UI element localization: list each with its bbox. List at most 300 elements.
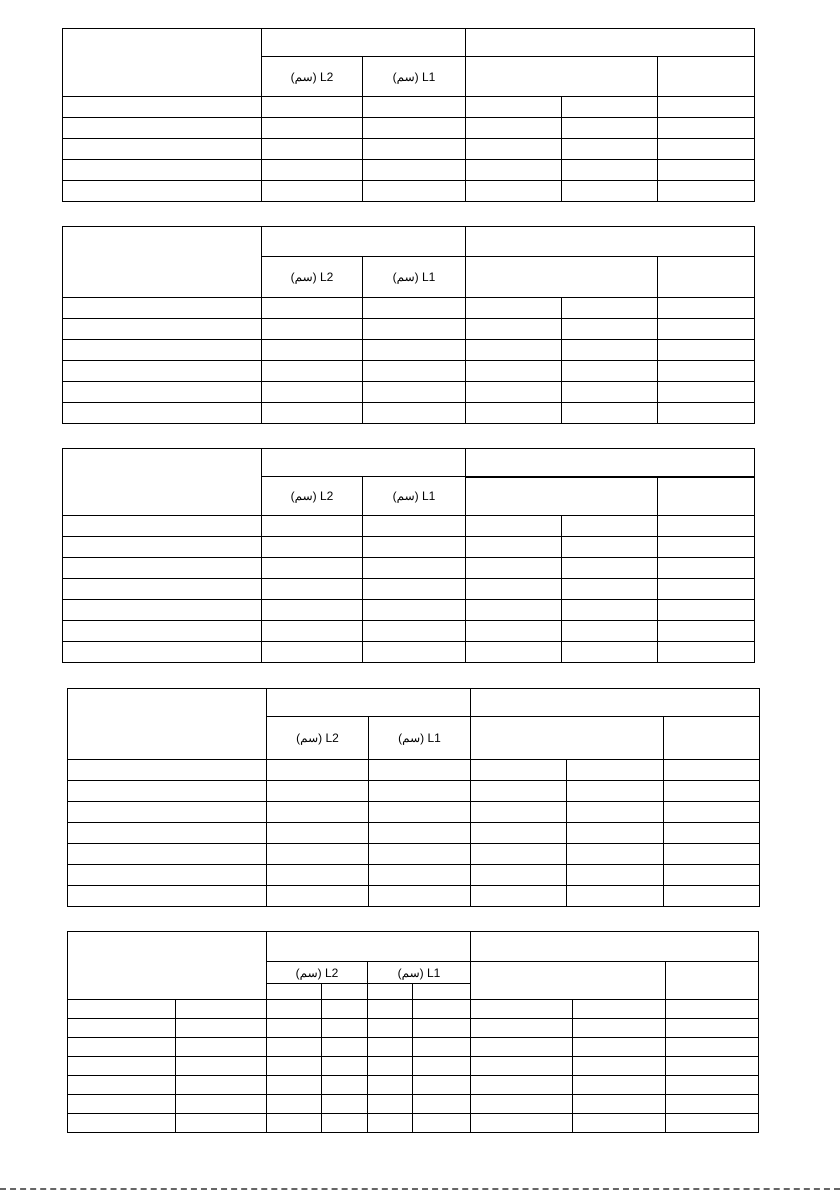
table-2 xyxy=(62,226,755,424)
table-3 xyxy=(62,448,755,663)
table-cell xyxy=(573,1057,666,1076)
table-row xyxy=(63,558,755,579)
table-row xyxy=(63,382,755,403)
table-cell xyxy=(666,1019,759,1038)
table-cell xyxy=(658,97,755,118)
table-row xyxy=(63,361,755,382)
table-cell xyxy=(68,886,267,907)
l1-header xyxy=(363,57,466,97)
table-cell xyxy=(267,1076,322,1095)
table-row xyxy=(63,97,755,118)
table-cell xyxy=(68,1038,176,1057)
table-cell xyxy=(658,558,755,579)
table-cell xyxy=(562,97,658,118)
table-cell xyxy=(363,537,466,558)
table-cell xyxy=(658,118,755,139)
table-cell xyxy=(562,600,658,621)
table-cell xyxy=(658,181,755,202)
table-cell xyxy=(413,1076,471,1095)
table-cell xyxy=(666,1114,759,1133)
table-cell xyxy=(658,139,755,160)
table-cell xyxy=(471,823,567,844)
table-cell xyxy=(413,1095,471,1114)
header-cell-empty xyxy=(68,689,267,760)
table-cell xyxy=(63,579,262,600)
table-cell xyxy=(658,361,755,382)
table-cell xyxy=(322,1038,368,1057)
table-row xyxy=(68,1076,759,1095)
l2-header xyxy=(267,962,368,984)
table-cell xyxy=(573,1019,666,1038)
table-cell xyxy=(666,1095,759,1114)
table-cell xyxy=(63,319,262,340)
table-cell xyxy=(369,844,471,865)
table-cell xyxy=(369,886,471,907)
table-cell xyxy=(562,558,658,579)
table-cell xyxy=(322,1000,368,1019)
table-cell xyxy=(63,516,262,537)
table-row xyxy=(68,823,760,844)
header-cell-empty xyxy=(466,477,658,516)
table-cell xyxy=(262,97,363,118)
table-cell xyxy=(466,160,562,181)
table-cell xyxy=(267,1057,322,1076)
table-row xyxy=(63,537,755,558)
table-cell xyxy=(68,1000,176,1019)
table-cell xyxy=(471,1076,573,1095)
header-cell-empty xyxy=(68,932,267,1000)
header-cell-empty xyxy=(63,227,262,298)
table-cell xyxy=(68,781,267,802)
table-cell xyxy=(262,298,363,319)
table-cell xyxy=(63,118,262,139)
table-cell xyxy=(363,97,466,118)
table-cell xyxy=(658,621,755,642)
table-cell xyxy=(68,844,267,865)
table-cell xyxy=(471,1114,573,1133)
table-cell xyxy=(562,516,658,537)
table-cell xyxy=(267,1114,322,1133)
l1-subcell xyxy=(413,984,471,1000)
table-row xyxy=(68,1038,759,1057)
table-cell xyxy=(413,1038,471,1057)
table-cell xyxy=(562,642,658,663)
table-cell xyxy=(567,781,664,802)
table-cell xyxy=(413,1019,471,1038)
table-cell xyxy=(176,1019,267,1038)
table-cell xyxy=(68,802,267,823)
header-group-cell xyxy=(262,449,466,477)
header-cell-empty xyxy=(658,477,755,516)
table-cell xyxy=(466,298,562,319)
table-cell xyxy=(176,1076,267,1095)
table-cell xyxy=(471,844,567,865)
table-cell xyxy=(176,1114,267,1133)
table-cell xyxy=(63,537,262,558)
table-cell xyxy=(68,1076,176,1095)
table-cell xyxy=(368,1057,413,1076)
table-cell xyxy=(262,319,363,340)
table-cell xyxy=(471,1057,573,1076)
table-cell xyxy=(658,340,755,361)
table-row xyxy=(63,139,755,160)
table-cell xyxy=(368,1038,413,1057)
table-body xyxy=(63,516,755,663)
table-cell xyxy=(562,621,658,642)
table-body xyxy=(63,97,755,202)
table-cell xyxy=(368,1095,413,1114)
table-cell xyxy=(369,760,471,781)
table-cell xyxy=(63,340,262,361)
table-cell xyxy=(63,642,262,663)
header-group-cell xyxy=(267,932,471,962)
table-cell xyxy=(413,1114,471,1133)
table-cell xyxy=(363,558,466,579)
table-cell xyxy=(267,865,369,886)
table-cell xyxy=(471,1019,573,1038)
table-cell xyxy=(262,558,363,579)
table-cell xyxy=(658,298,755,319)
header-group-cell xyxy=(466,227,755,257)
table-cell xyxy=(664,760,760,781)
table-cell xyxy=(68,823,267,844)
table-row xyxy=(68,1019,759,1038)
table-cell xyxy=(363,361,466,382)
table-cell xyxy=(262,537,363,558)
table-cell xyxy=(262,160,363,181)
table-row xyxy=(63,516,755,537)
table-cell xyxy=(363,642,466,663)
table-cell xyxy=(267,1019,322,1038)
table-cell xyxy=(573,1076,666,1095)
l2-header xyxy=(262,257,363,298)
header-cell-empty xyxy=(471,717,664,760)
table-cell xyxy=(262,340,363,361)
table-cell xyxy=(369,802,471,823)
table-cell xyxy=(466,537,562,558)
table-cell xyxy=(562,319,658,340)
table-cell xyxy=(368,1000,413,1019)
table-cell xyxy=(176,1000,267,1019)
table-row xyxy=(63,621,755,642)
l2-header xyxy=(262,57,363,97)
table-cell xyxy=(658,537,755,558)
table-cell xyxy=(63,160,262,181)
page-bottom-dashed-line xyxy=(0,1188,840,1190)
table-cell xyxy=(262,516,363,537)
table-cell xyxy=(363,181,466,202)
table-row xyxy=(63,600,755,621)
table-cell xyxy=(562,382,658,403)
header-group-cell xyxy=(466,449,755,477)
table-cell xyxy=(471,1000,573,1019)
table-cell xyxy=(63,181,262,202)
table-body xyxy=(63,298,755,424)
table-cell xyxy=(322,1019,368,1038)
table-cell xyxy=(466,340,562,361)
table-row xyxy=(63,319,755,340)
table-cell xyxy=(562,139,658,160)
table-cell xyxy=(363,579,466,600)
l2-header xyxy=(267,717,369,760)
table-cell xyxy=(466,382,562,403)
l1-header xyxy=(369,717,471,760)
table-cell xyxy=(567,865,664,886)
table-row xyxy=(63,160,755,181)
table-row xyxy=(68,1057,759,1076)
table-row xyxy=(68,781,760,802)
table-row xyxy=(63,181,755,202)
l1-header xyxy=(368,962,471,984)
header-cell-empty xyxy=(466,257,658,298)
table-cell xyxy=(267,823,369,844)
table-cell xyxy=(176,1038,267,1057)
table-cell xyxy=(562,118,658,139)
header-group-cell xyxy=(262,29,466,57)
table-cell xyxy=(658,642,755,663)
table-cell xyxy=(466,516,562,537)
table-cell xyxy=(562,579,658,600)
table-cell xyxy=(63,361,262,382)
table-cell xyxy=(567,760,664,781)
table-cell xyxy=(68,865,267,886)
table-cell xyxy=(466,118,562,139)
table-cell xyxy=(262,361,363,382)
header-cell-empty xyxy=(63,29,262,97)
table-cell xyxy=(68,760,267,781)
table-cell xyxy=(471,802,567,823)
table-cell xyxy=(63,298,262,319)
table-cell xyxy=(363,160,466,181)
table-cell xyxy=(262,600,363,621)
table-cell xyxy=(466,361,562,382)
l1-label: (سم) L1 xyxy=(392,69,436,84)
table-body xyxy=(68,760,760,907)
table-1 xyxy=(62,28,755,202)
table-cell xyxy=(466,600,562,621)
table-row xyxy=(63,298,755,319)
table-row xyxy=(63,118,755,139)
header-group-cell xyxy=(267,689,471,717)
table-cell xyxy=(562,160,658,181)
table-body xyxy=(68,1000,759,1133)
l1-header xyxy=(363,257,466,298)
table-cell xyxy=(363,382,466,403)
table-cell xyxy=(562,537,658,558)
table-cell xyxy=(68,1019,176,1038)
table-cell xyxy=(573,1095,666,1114)
table-cell xyxy=(413,1057,471,1076)
table-cell xyxy=(471,886,567,907)
table-cell xyxy=(664,886,760,907)
header-group-cell xyxy=(471,689,760,717)
table-cell xyxy=(471,1038,573,1057)
table-cell xyxy=(573,1000,666,1019)
table-cell xyxy=(658,600,755,621)
l1-label: (سم) L1 xyxy=(398,731,441,745)
table-cell xyxy=(658,403,755,424)
table-cell xyxy=(573,1114,666,1133)
table-cell xyxy=(68,1114,176,1133)
table-cell xyxy=(562,340,658,361)
table-cell xyxy=(63,403,262,424)
table-cell xyxy=(267,1000,322,1019)
table-cell xyxy=(363,340,466,361)
table-cell xyxy=(658,319,755,340)
header-group-cell xyxy=(471,932,759,962)
header-cell-empty xyxy=(658,57,755,97)
table-cell xyxy=(262,621,363,642)
table-cell xyxy=(666,1000,759,1019)
table-cell xyxy=(666,1076,759,1095)
table-cell xyxy=(63,621,262,642)
table-cell xyxy=(562,181,658,202)
table-cell xyxy=(262,382,363,403)
table-row xyxy=(63,579,755,600)
table-cell xyxy=(466,181,562,202)
l2-label: (سم) L2 xyxy=(290,489,334,503)
table-cell xyxy=(466,319,562,340)
table-cell xyxy=(322,1076,368,1095)
table-cell xyxy=(466,642,562,663)
table-cell xyxy=(363,403,466,424)
table-cell xyxy=(666,1038,759,1057)
header-cell-empty xyxy=(466,57,658,97)
table-row xyxy=(68,865,760,886)
table-4 xyxy=(67,688,760,907)
table-cell xyxy=(658,382,755,403)
table-cell xyxy=(267,781,369,802)
table-row xyxy=(68,1000,759,1019)
table-row xyxy=(68,844,760,865)
table-cell xyxy=(63,382,262,403)
table-cell xyxy=(368,1114,413,1133)
table-cell xyxy=(664,844,760,865)
header-cell-empty xyxy=(658,257,755,298)
table-row xyxy=(68,886,760,907)
l1-subcell xyxy=(368,984,413,1000)
table-cell xyxy=(471,865,567,886)
table-cell xyxy=(658,579,755,600)
l1-header xyxy=(363,477,466,516)
table-cell xyxy=(567,823,664,844)
header-group-cell xyxy=(262,227,466,257)
table-row xyxy=(63,403,755,424)
table-cell xyxy=(363,621,466,642)
table-cell xyxy=(573,1038,666,1057)
table-cell xyxy=(471,1095,573,1114)
table-cell xyxy=(363,600,466,621)
table-cell xyxy=(262,118,363,139)
l1-label: (سم) L1 xyxy=(392,489,436,503)
table-cell xyxy=(664,781,760,802)
table-cell xyxy=(363,298,466,319)
table-cell xyxy=(176,1057,267,1076)
table-cell xyxy=(368,1076,413,1095)
table-cell xyxy=(567,886,664,907)
table-cell xyxy=(267,886,369,907)
table-cell xyxy=(262,642,363,663)
table-row xyxy=(68,1114,759,1133)
header-cell-empty xyxy=(664,717,760,760)
l2-label: (سم) L2 xyxy=(290,270,334,284)
table-cell xyxy=(322,1114,368,1133)
table-cell xyxy=(466,139,562,160)
table-cell xyxy=(567,802,664,823)
table-cell xyxy=(363,516,466,537)
table-cell xyxy=(63,97,262,118)
l2-label: (سم) L2 xyxy=(290,69,334,84)
l2-label: (سم) L2 xyxy=(296,731,339,745)
table-row xyxy=(63,642,755,663)
table-cell xyxy=(267,760,369,781)
table-cell xyxy=(471,760,567,781)
table-cell xyxy=(267,844,369,865)
table-cell xyxy=(63,600,262,621)
table-cell xyxy=(176,1095,267,1114)
table-cell xyxy=(658,516,755,537)
table-cell xyxy=(267,1095,322,1114)
table-cell xyxy=(466,97,562,118)
table-row xyxy=(63,340,755,361)
table-cell xyxy=(666,1057,759,1076)
header-cell-empty xyxy=(63,449,262,516)
table-cell xyxy=(63,558,262,579)
table-cell xyxy=(363,319,466,340)
table-cell xyxy=(322,1057,368,1076)
table-cell xyxy=(68,1095,176,1114)
table-cell xyxy=(369,865,471,886)
l1-label: (سم) L1 xyxy=(392,270,436,284)
table-cell xyxy=(658,160,755,181)
table-cell xyxy=(63,139,262,160)
table-cell xyxy=(363,139,466,160)
table-cell xyxy=(267,1038,322,1057)
table-cell xyxy=(262,181,363,202)
table-row xyxy=(68,760,760,781)
l2-subcell xyxy=(267,984,322,1000)
table-cell xyxy=(466,558,562,579)
header-cell-empty xyxy=(471,962,666,1000)
l2-header xyxy=(262,477,363,516)
table-cell xyxy=(466,403,562,424)
table-5 xyxy=(67,931,759,1133)
header-group-cell xyxy=(466,29,755,57)
table-cell xyxy=(413,1000,471,1019)
l1-label: (سم) L1 xyxy=(397,965,441,980)
table-cell xyxy=(262,579,363,600)
table-cell xyxy=(368,1019,413,1038)
table-cell xyxy=(262,403,363,424)
table-cell xyxy=(68,1057,176,1076)
table-cell xyxy=(369,823,471,844)
table-row xyxy=(68,1095,759,1114)
table-cell xyxy=(466,579,562,600)
l2-subcell xyxy=(322,984,368,1000)
table-cell xyxy=(267,802,369,823)
table-cell xyxy=(562,298,658,319)
table-cell xyxy=(562,403,658,424)
table-cell xyxy=(262,139,363,160)
table-cell xyxy=(471,781,567,802)
table-cell xyxy=(363,118,466,139)
table-cell xyxy=(664,865,760,886)
table-cell xyxy=(322,1095,368,1114)
table-cell xyxy=(567,844,664,865)
table-cell xyxy=(562,361,658,382)
table-cell xyxy=(466,621,562,642)
table-cell xyxy=(664,823,760,844)
